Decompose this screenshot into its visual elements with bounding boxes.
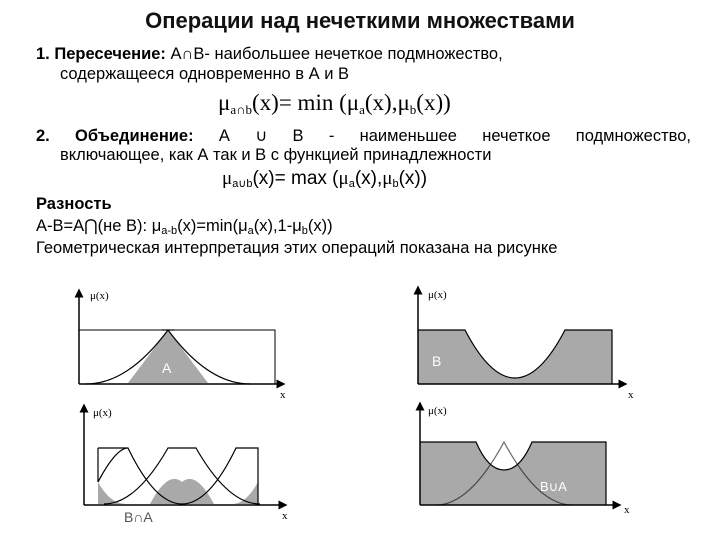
formula-text: (x)=min(μ — [177, 217, 248, 235]
set-label-b-union-a: B∪A — [540, 479, 567, 494]
set-label-b: B — [432, 353, 442, 369]
geometric-caption: Геометрическая интерпретация этих операций показана на рисунке — [36, 239, 558, 257]
y-axis-label: μ(x) — [428, 289, 447, 301]
b-intersect-a-area — [150, 479, 214, 504]
page-title: Операции над нечеткими множествами — [145, 8, 575, 33]
mu-symbol: μ — [346, 90, 360, 115]
dash: - — [328, 127, 335, 145]
formula-subscript: a — [247, 225, 254, 237]
mu-symbol: μ — [222, 168, 233, 189]
formula-text: (x)= min ( — [252, 90, 347, 115]
formula-text: A-B=A⋂(не B): μ — [36, 217, 162, 235]
formula-text: (x), — [364, 90, 398, 115]
union-word: наименьшее — [359, 127, 457, 145]
union-symbol: ∪ — [255, 127, 268, 145]
b-intersect-a-area — [98, 482, 126, 504]
union-line-2: включающее, как А так и В с функцией принадлежности — [60, 146, 492, 164]
mu-symbol: μ — [218, 90, 231, 115]
formula-text: (x)) — [398, 168, 428, 189]
formula-text: (x)) — [307, 217, 333, 235]
formula-subscript: b — [392, 178, 399, 190]
x-axis-label: x — [282, 510, 288, 522]
set-label-a: A — [162, 360, 172, 376]
formula-subscript: b — [301, 225, 308, 237]
x-axis-label: x — [628, 389, 634, 401]
formula-subscript: a — [359, 102, 365, 117]
difference-heading: Разность — [36, 195, 112, 213]
mu-symbol: μ — [338, 168, 349, 189]
mu-symbol: μ — [397, 90, 410, 115]
formula-subscript: a-b — [161, 225, 178, 237]
formula-text: (x)) — [416, 90, 451, 115]
x-axis-label: x — [624, 504, 630, 516]
item-number: 2. — [36, 127, 50, 145]
b-union-a-area — [420, 442, 606, 505]
formula-subscript: a — [348, 178, 355, 190]
panel-b-union-a — [420, 403, 630, 516]
formula-subscript: b — [409, 102, 417, 117]
union-word: нечеткое — [482, 127, 551, 145]
mu-symbol: μ — [382, 168, 393, 189]
y-axis-label: μ(x) — [428, 405, 447, 417]
set-a: А — [218, 127, 230, 145]
x-axis-label: x — [280, 389, 286, 401]
union-heading: Объединение: — [75, 127, 194, 145]
intersection-definition: - наибольшее нечеткое подмножество, — [204, 45, 503, 63]
intersection-line-2: содержащееся одновременно в А и В — [60, 65, 350, 83]
item-number: 1. — [36, 45, 50, 63]
panel-intersection — [79, 290, 286, 401]
set-b: В — [292, 127, 304, 145]
formula-text: (x),1-μ — [253, 217, 302, 235]
formula-subscript: a∩b — [230, 102, 253, 117]
formula-subscript: a∪b — [232, 178, 253, 190]
intersection-expression: A∩B — [170, 45, 205, 63]
intersection-heading: Пересечение: — [54, 45, 166, 63]
formula-text: (x)= max ( — [252, 168, 339, 189]
set-label-b-intersect-a: B∩A — [124, 509, 153, 525]
panel-set-b — [418, 287, 634, 401]
union-word: подмножество, — [575, 127, 691, 145]
y-axis-label: μ(x) — [90, 290, 109, 302]
panel-b-intersect-a — [84, 405, 288, 525]
set-b-area — [418, 330, 612, 384]
formula-text: (x), — [354, 168, 383, 189]
y-axis-label: μ(x) — [93, 407, 112, 419]
